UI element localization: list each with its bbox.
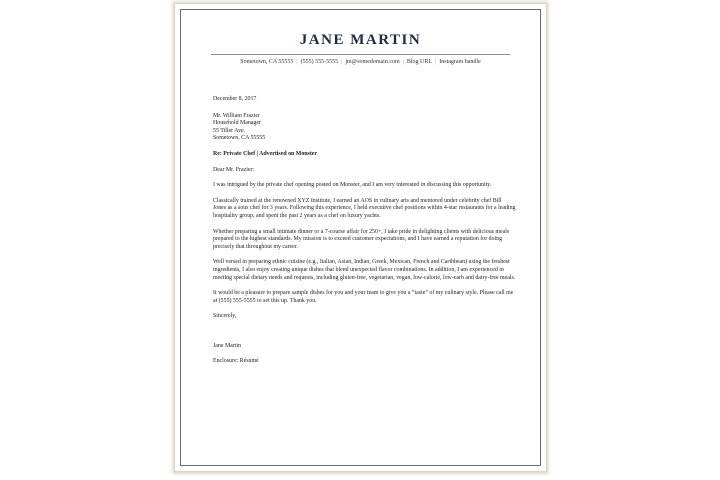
letter-paragraph: Classically trained at the renowned XYZ Institute, I earned an AOS in culinary arts and mentored under celebrity chef Bill Jones as a sous chef for 3 years. Following this experience, I held executive chef positions within 4-star restaurants for a leading hospitality group, and spent the past 2 years as a chef on luxury yachts. — [213, 197, 516, 219]
sender-name: JANE MARTIN — [299, 32, 422, 48]
contact-phone: (555) 555-5555 — [300, 59, 339, 65]
letter-body — [213, 96, 516, 366]
letter-paragraph: I was intrigued by the private chef opening posted on Monster, and I am very interested in discussing this opportunity. — [213, 182, 492, 189]
letter-salutation: Dear Mr. Frazier: — [213, 166, 255, 173]
contact-instagram: Instagram handle — [439, 59, 481, 65]
letter-subject: Re: Private Chef | Advertised on Monster — [213, 150, 318, 157]
contact-blog: Blog URL — [406, 59, 433, 65]
contact-separator: | — [296, 59, 298, 65]
contact-separator: | — [435, 59, 437, 65]
letter-closing: Sincerely, — [213, 313, 237, 320]
letter-paragraph: Well versed in preparing ethnic cuisine (e.g., Italian, Asian, Indian, Greek, Mexican, French and Caribbean) using the freshest ingredients, I also enjoy creating unique dishes that blend unexpected flavor combinations. In addition, I am experienced in meeting special dietary needs and requests, including gluten-free, vegetarian, vegan, low-calorie, low-carb and dairy-free meals. — [213, 259, 516, 281]
letter-signature: Jane Martin — [213, 342, 241, 349]
letter-paragraph: It would be a pleasure to prepare sample dishes for you and your team to give you a “taste” of my culinary style. Please call me at (555) 555-5555 to set this up. Thank you. — [213, 290, 514, 304]
recipient-title: Household Manager — [213, 120, 261, 127]
letter-paragraph: Whether preparing a small intimate dinner or a 7-course affair for 250+, I take pride in delighting clients with delicious meals prepared to the highest standards. My mission is to exceed customer expectations, and I have earned a reputation for doing precisely that throughout my career. — [213, 228, 510, 250]
contact-address: Sometown, CA 55555 — [240, 59, 294, 65]
letter-page — [174, 3, 547, 472]
header-divider — [211, 54, 510, 55]
contact-separator: | — [402, 59, 404, 65]
recipient-name: Mr. William Frazier — [213, 112, 260, 119]
recipient-street: 55 Tiller Ave. — [213, 127, 246, 134]
letter-date: December 8, 2017 — [213, 96, 257, 102]
contact-line — [205, 59, 516, 65]
contact-email: jm@somedomain.com — [345, 59, 400, 65]
letter-enclosure: Enclosure: Résumé — [213, 358, 259, 365]
contact-separator: | — [341, 59, 343, 65]
recipient-city: Sometown, CA 55555 — [213, 135, 266, 142]
